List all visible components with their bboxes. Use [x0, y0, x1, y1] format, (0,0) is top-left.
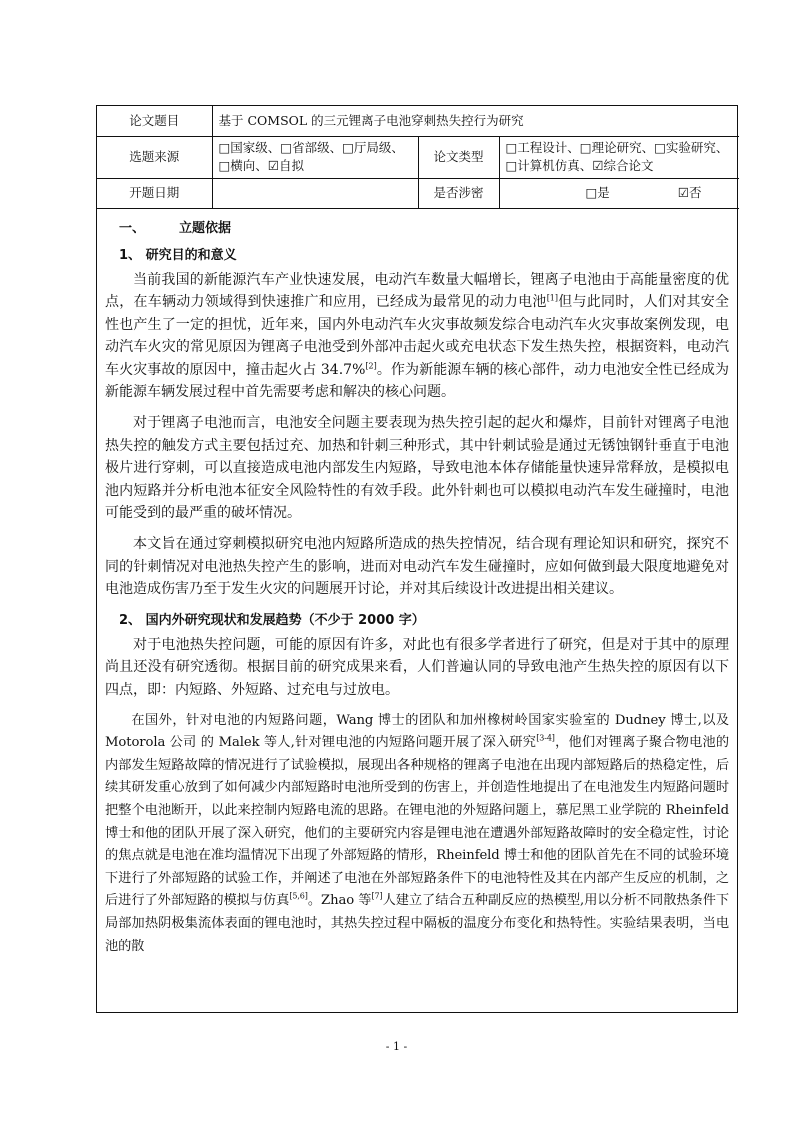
document-frame — [96, 105, 738, 1013]
paragraph-1-text-b: 但与此同时，人们对其安全性也产生了一定的担忧，近年来，国内外电动汽车火灾事故频发综合电动汽车火灾事故案例发现，电动汽车火灾的常见原因为锂离子电池受到外部冲击起火或充电状态下发生热失控，根据资料，电动汽车火灾事故的原因中，撞击起火占 34.7% — [105, 294, 730, 378]
citation: [3-4] — [536, 733, 555, 743]
citation: [1] — [546, 293, 559, 303]
date-value — [212, 178, 418, 208]
paragraph-5-text-a: 在国外，针对电池的内短路问题，Wang 博士的团队和加州橡树岭国家实验室的 Dudney 博士,以及 Motorola 公司 的 Malek 等人,针对锂电池的内短路问题开展了深入研究 — [105, 712, 729, 751]
paragraph-3: 本文旨在通过穿刺模拟研究电池内短路所造成的热失控情况，结合现有理论知识和研究，探究不同的针刺情况对电池热失控产生的影响，进而对电动汽车发生碰撞时，应如何做到最大限度地避免对电池造成伤害乃至于发生火灾的问题展开讨论，并对其后续设计改进提出相关建议。 — [105, 536, 729, 598]
label-date: 开题日期 — [97, 178, 212, 208]
paragraph-1 — [105, 269, 729, 405]
citation: [5,6] — [289, 891, 308, 901]
thesis-title: 基于 COMSOL 的三元锂离子电池穿刺热失控行为研究 — [212, 106, 739, 136]
secret-options — [499, 178, 739, 208]
subsection-heading-1: 1、 研究目的和意义 — [119, 247, 237, 263]
paragraph-5-text-c: 。Zhao 等 — [307, 893, 372, 909]
section-title: 立题依据 — [179, 220, 232, 236]
citation: [7] — [371, 891, 383, 901]
meta-row-title — [97, 106, 739, 136]
subsection-heading-2: 2、 国内外研究现状和发展趋势（不少于 2000 字） — [119, 612, 425, 628]
section-number: 一、 — [119, 220, 146, 236]
secret-no: ☑否 — [677, 185, 702, 200]
section-heading — [119, 217, 729, 236]
paragraph-2: 对于锂离子电池而言，电池安全问题主要表现为热失控引起的起火和爆炸，目前针对锂离子电池热失控的触发方式主要包括过充、加热和针刺三种形式，其中针刺试验是通过无锈蚀钢针垂直于电池极片进行穿刺，可以直接造成电池内部发生内短路，导致电池本体存储能量快速异常释放，是模拟电池内短路并分析电池本征安全风险特性的有效手段。此外针刺也可以模拟电动汽车发生碰撞时，电池可能受到的最严重的破坏情况。 — [105, 415, 729, 522]
page-number: - 1 - — [385, 1040, 408, 1053]
paragraph-5-text-d: 人建立了结合五种副反应的热模型,用以分析不同散热条件下局部加热阴极集流体表面的锂电池时，其热失控过程中隔板的温度分布变化和热特性。实验结果表明，当电池的散 — [105, 893, 729, 954]
source-options: □国家级、□省部级、□厅局级、□横向、☑自拟 — [212, 136, 418, 178]
label-secret: 是否涉密 — [418, 178, 499, 208]
citation: [2] — [365, 361, 377, 371]
label-title: 论文题目 — [97, 106, 212, 136]
paragraph-1-text-c: 。作为新能源车辆的核心部件，动力电池安全性已经成为新能源车辆发展过程中首先需要考虑和解决的核心问题。 — [105, 361, 730, 401]
paragraph-4: 对于电池热失控问题，可能的原因有许多，对此也有很多学者进行了研究，但是对于其中的原理尚且还没有研究透彻。根据目前的研究成果来看，人们普遍认同的导致电池产生热失控的原因有以下四点，即：内短路、外短路、过充电与过放电。 — [105, 636, 729, 698]
label-source: 选题来源 — [97, 136, 212, 178]
label-type: 论文类型 — [418, 136, 499, 178]
paragraph-1-text-a: 当前我国的新能源汽车产业快速发展，电动汽车数量大幅增长，锂离子电池由于高能量密度的优点，在车辆动力领域得到快速推广和应用，已经成为最常见的动力电池 — [105, 271, 729, 311]
meta-row-date — [97, 178, 739, 208]
proposal-body — [97, 209, 737, 959]
paragraph-5 — [105, 710, 729, 959]
secret-yes: □是 — [585, 185, 610, 200]
meta-table — [97, 106, 739, 209]
type-options: □工程设计、□理论研究、□实验研究、□计算机仿真、☑综合论文 — [499, 136, 739, 178]
meta-row-source — [97, 136, 739, 178]
paragraph-5-text-b: ，他们对锂离子聚合物电池的内部发生短路故障的情况进行了试验模拟，展现出各种规格的锂离子电池在出现内部短路后的热稳定性，后续其研发重心放到了如何减少内部短路时电池所受到的伤害上，并创造性地提出了在电池发生内短路问题时把整个电池断开，以此来控制内短路电流的思路。在锂电池的外短路问题上，慕尼黑工业学院的 Rheinfeld 博士和他的团队开展了深入研究，他们的主要研究内容是锂电池在遭遇外部短路故障时的安全稳定性，讨论的焦点就是电池在准均温情况下出现了外部短路的情形，Rheinfeld 博士和他的团队首先在不同的试验环境下进行了外部短路的试验工作，并阐述了电池在外部短路条件下的电池特性及其在内部产生反应的机制，之后进行了外部短路的模拟与仿真 — [105, 735, 729, 909]
